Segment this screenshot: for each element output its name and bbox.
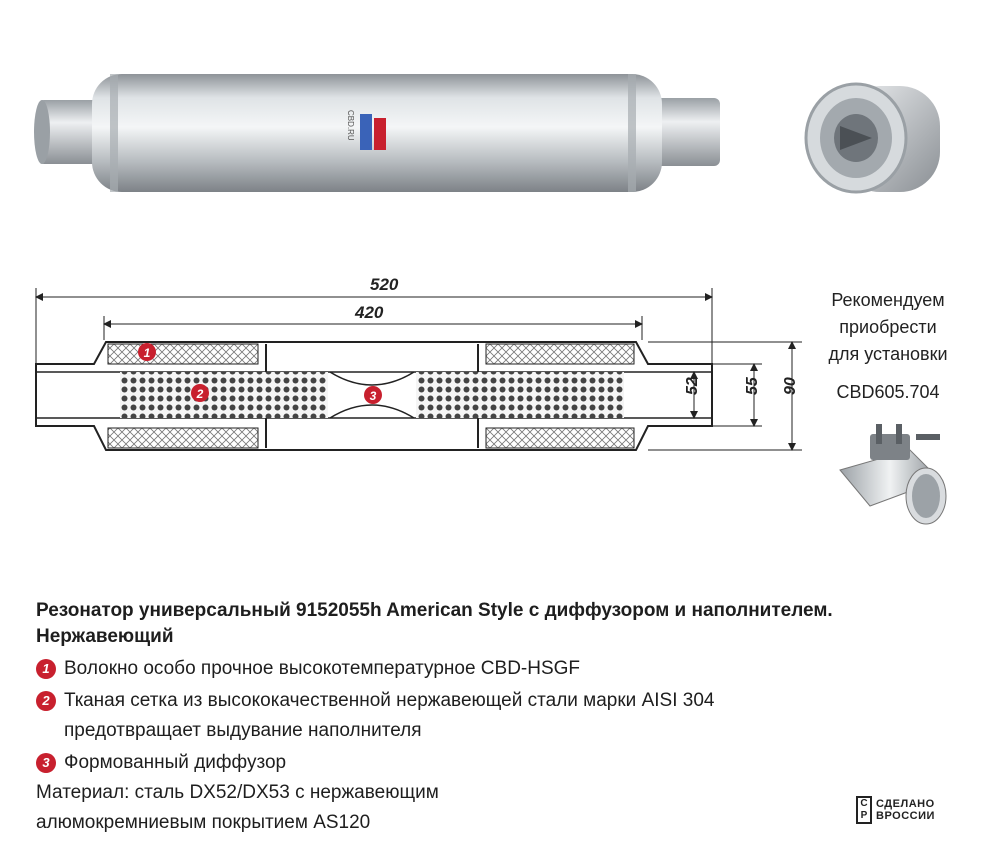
svg-text:1: 1	[143, 346, 151, 360]
dim-total-label: 520	[370, 275, 399, 294]
feature-number: 3	[36, 753, 56, 773]
recommendation-line: Рекомендуем	[831, 290, 945, 310]
clamp-photo	[830, 420, 950, 530]
resonator-photo	[30, 70, 730, 200]
feature-text: Формованный диффузор	[64, 752, 287, 773]
svg-text:3: 3	[369, 389, 377, 403]
fiber-top-right	[486, 344, 634, 364]
feature-1	[36, 656, 580, 682]
title-line: Резонатор универсальный 9152055h American Style с диффузором и наполнителем.	[36, 600, 833, 621]
made-in-russia-badge	[856, 796, 935, 824]
feature-number: 2	[36, 691, 56, 711]
inlet-opening	[34, 100, 50, 164]
recommendation-text	[806, 287, 970, 368]
title-line: Нержавеющий	[36, 626, 174, 647]
fiber-top-left	[108, 344, 258, 364]
dim-pipe-label: 55	[744, 377, 761, 395]
marker-1	[138, 343, 156, 361]
feature-text: Ткaная сетка из высококачественной нержавеющей стали марки AISI 304	[64, 690, 715, 711]
marker-2	[191, 384, 209, 402]
fiber-bottom-left	[108, 428, 258, 448]
feature-text: Волокно особо прочное высокотемпературное CBD-HSGF	[64, 658, 581, 679]
dim-outer-label: 90	[782, 377, 799, 395]
product-title	[36, 598, 966, 650]
feature-number: 1	[36, 659, 56, 679]
material-line-2: алюмокремниевым покрытием AS120	[36, 812, 371, 833]
resonator-end-photo	[800, 76, 955, 201]
recommendation-code: CBD605.704	[836, 382, 940, 402]
marker-3	[364, 386, 382, 404]
badge-line-2: ВРОССИИ	[876, 810, 935, 822]
recommendation-line: для установки	[828, 344, 948, 364]
badge-line-1: СДЕЛАНО	[876, 798, 935, 810]
mesh-right	[416, 372, 624, 418]
feature-3	[36, 750, 286, 776]
feature-2-continued: предотвращает выдувание наполнителя	[64, 720, 422, 741]
badge-box: С Р	[856, 796, 872, 824]
dim-body-label: 420	[355, 303, 384, 322]
technical-drawing	[30, 268, 810, 478]
recommendation-line: приобрести	[839, 317, 937, 337]
dim-inner-label: 52	[684, 377, 701, 395]
fiber-bottom-right	[486, 428, 634, 448]
material-line-1: Материал: сталь DX52/DX53 с нержавеющим	[36, 782, 439, 803]
svg-text:2: 2	[196, 387, 204, 401]
mesh-left	[120, 372, 328, 418]
feature-2	[36, 688, 714, 714]
photo-label: CBD.RU	[346, 110, 355, 141]
